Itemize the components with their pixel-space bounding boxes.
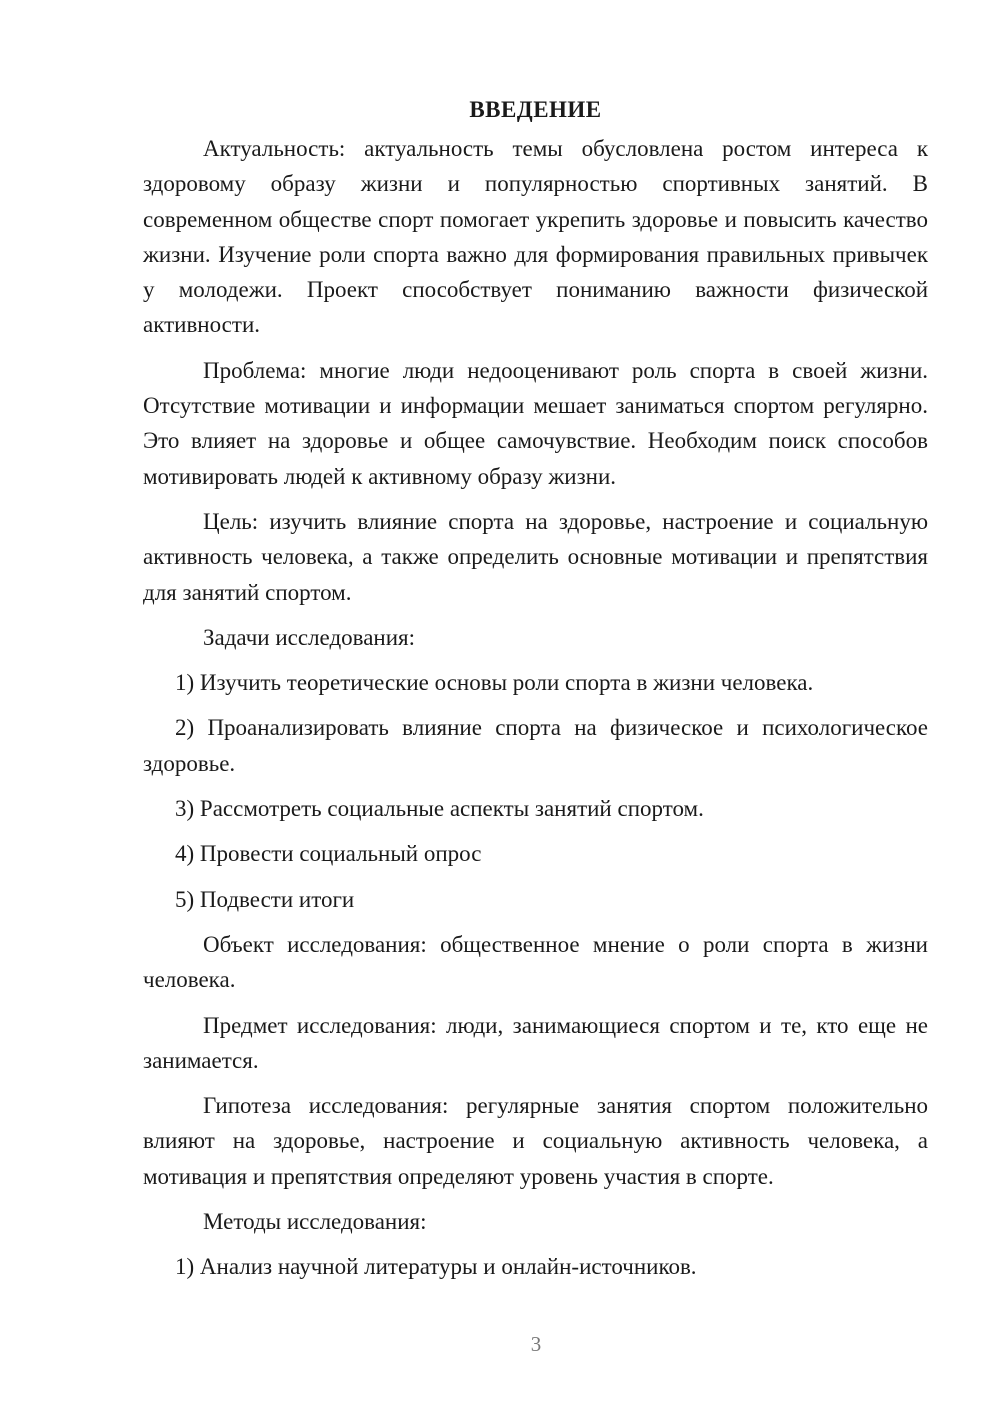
task-item-5: 5) Подвести итоги [175,886,355,912]
tasks-heading: Задачи исследования: [203,624,416,650]
task-item-3: 3) Рассмотреть социальные аспекты занятий спортом. [175,796,704,822]
relevance-paragraph: Актуальность: актуальность темы обусловлена ростом интереса к здоровому образу жизни и популярностью спортивных занятий. В современном обществе спорт помогает укрепить здоровье и повысить качество жизни. Изучение роли спорта важно для формирования правильных привычек у молодежи. Проект способствует пониманию важности физической активности. [143,136,928,338]
page-number: 3 [530,1332,542,1356]
problem-paragraph: Проблема: многие люди недооценивают роль спорта в своей жизни. Отсутствие мотивации и информации мешает заниматься спортом регулярно. Это влияет на здоровье и общее самочувствие. Необходим поиск способов мотивировать людей к активному образу жизни. [143,357,928,489]
document-page [143,92,928,1295]
goal-paragraph: Цель: изучить влияние спорта на здоровье, настроение и социальную активность человека, а также определить основные мотивации и препятствия для занятий спортом. [143,508,928,605]
page-title: ВВЕДЕНИЕ [469,97,602,122]
task-item-4: 4) Провести социальный опрос [175,841,482,867]
task-item-2: 2) Проанализировать влияние спорта на физическое и психологическое здоровье. [143,715,928,776]
task-item-1: 1) Изучить теоретические основы роли спорта в жизни человека. [175,670,814,696]
subject-paragraph: Предмет исследования: люди, занимающиеся спортом и те, кто еще не занимается. [143,1012,928,1073]
object-paragraph: Объект исследования: общественное мнение о роли спорта в жизни человека. [143,931,928,993]
methods-heading: Методы исследования: [203,1209,427,1235]
hypothesis-paragraph: Гипотеза исследования: регулярные занятия спортом положительно влияют на здоровье, настроение и социальную активность человека, а мотивация и препятствия определяют уровень участия в спорте. [143,1093,928,1189]
method-item-1: 1) Анализ научной литературы и онлайн-источников. [175,1254,697,1280]
